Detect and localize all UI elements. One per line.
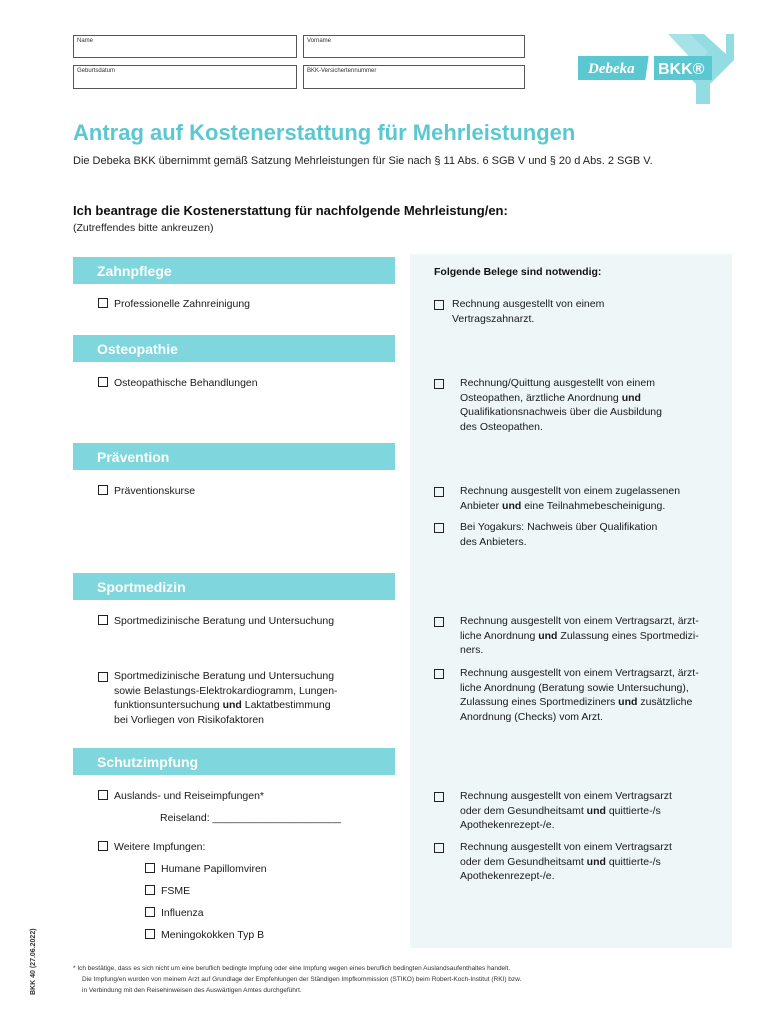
beleg-line: Bei Yogakurs: Nachweis über Qualifikation [460,521,658,533]
checkbox-icon[interactable] [434,843,444,853]
beleg-text: Anbieter [460,499,503,512]
beleg-line: des Osteopathen. [460,420,543,433]
footnote-line: in Verbindung mit den Reisehinweisen des Auswärtigen Amtes durchgeführt. [82,987,302,994]
beleg-line: Apothekenrezept-/e. [460,870,555,882]
beleg-impf-2 [434,840,734,885]
checkbox-icon [145,863,155,873]
beleg-sport-1 [434,614,734,659]
beleg-text: zusätzliche [637,696,693,708]
request-heading: Ich beantrage die Kostenerstattung für nachfolgende Mehrleistung/en: [73,203,508,218]
belege-heading: Folgende Belege sind notwendig: [434,266,602,278]
checkbox-icon[interactable] [434,792,444,802]
versichertennummer-label: BKK-Versichertennummer [307,68,377,74]
checkbox-icon[interactable] [434,523,444,533]
beleg-text: quittierte-/s [605,804,661,817]
vorname-field[interactable] [303,35,525,58]
checkbox-fsme[interactable] [145,884,190,899]
checkbox-icon[interactable] [434,487,444,497]
checkbox-icon [98,485,108,495]
beleg-line: des Anbieters. [460,535,527,548]
beleg-zahn [434,297,724,327]
beleg-praev-2 [434,520,724,550]
option-line: bei Vorliegen von Risikofaktoren [114,713,265,726]
option-label: Humane Papillomviren [161,863,267,875]
checkbox-reiseimpfungen[interactable] [98,789,264,804]
section-bar-praevention [73,443,395,470]
beleg-und: und [586,804,606,817]
beleg-line: Rechnung ausgestellt von einem Vertragsarzt, ärzt- [460,615,699,627]
footnote [73,963,733,996]
geburtsdatum-label: Geburtsdatum [77,68,116,74]
beleg-text: liche Anordnung [460,629,539,642]
geburtsdatum-field[interactable] [73,65,297,89]
checkbox-hpv[interactable] [145,862,267,877]
option-line: sowie Belastungs-Elektrokardiogramm, Lungen- [114,684,338,697]
option-label: Meningokokken Typ B [161,929,265,941]
option-und: und [222,699,242,711]
beleg-praev-1 [434,484,724,514]
beleg-osteo [434,376,724,436]
request-note: (Zutreffendes bitte ankreuzen) [73,222,214,234]
checkbox-weitere-impfungen[interactable] [98,840,205,855]
option-label: Osteopathische Behandlungen [114,377,258,389]
checkbox-influenza[interactable] [145,906,204,921]
beleg-text: oder dem Gesundheitsamt [460,804,587,817]
checkbox-praeventionskurse[interactable] [98,484,195,499]
beleg-text: oder dem Gesundheitsamt [460,855,587,868]
beleg-line: ners. [460,644,484,656]
beleg-line: liche Anordnung (Beratung sowie Untersuchung), [460,681,689,694]
section-bar-sportmedizin [73,573,395,600]
section-title: Zahnpflege [97,263,172,279]
option-label: Influenza [161,907,204,919]
option-label: Weitere Impfungen: [114,841,206,853]
checkbox-zahnreinigung[interactable] [98,297,250,312]
versichertennummer-field[interactable] [303,65,525,89]
checkbox-sport-1[interactable] [98,614,334,629]
beleg-line: Rechnung ausgestellt von einem Vertragsarzt [460,790,672,802]
name-label: Name [77,38,94,44]
logo-bkk-text: BKK® [658,61,705,78]
checkbox-icon[interactable] [434,379,444,389]
checkbox-icon [145,907,155,917]
logo-debeka-text: Debeka [588,61,635,77]
checkbox-icon [145,885,155,895]
section-title: Sportmedizin [97,579,186,595]
beleg-und: und [618,696,638,708]
form-code: BKK 40 (27.06.2022) [30,928,37,995]
beleg-line: Rechnung ausgestellt von einem Vertragsarzt [460,841,672,853]
option-label: FSME [161,885,191,897]
checkbox-icon [98,298,108,308]
debeka-bkk-logo [578,32,738,106]
beleg-und: und [538,629,558,642]
checkbox-icon [98,615,108,625]
beleg-line: Anordnung (Checks) vom Arzt. [460,710,603,723]
option-text: funktionsuntersuchung [114,699,223,711]
beleg-und: und [586,855,606,868]
checkbox-sport-2[interactable] [98,669,398,729]
section-title: Osteopathie [97,341,178,357]
beleg-line [460,629,699,644]
beleg-line: Qualifikationsnachweis über die Ausbildung [460,406,662,418]
beleg-line [460,804,672,819]
checkbox-icon[interactable] [434,669,444,679]
checkbox-meningokokken[interactable] [145,928,264,943]
beleg-text: Zulassung eines Sportmedizi- [557,629,699,642]
option-label: Präventionskurse [114,485,196,497]
beleg-impf-1 [434,789,734,834]
beleg-line: Rechnung ausgestellt von einem [452,298,605,310]
beleg-text: Zulassung eines Sportmediziners [460,696,619,708]
option-label: Auslands- und Reiseimpfungen* [114,790,265,802]
intro-text: Die Debeka BKK übernimmt gemäß Satzung Mehrleistungen für Sie nach § 11 Abs. 6 SGB V und § 20 d Abs. 2 SGB V. [73,155,653,167]
footnote-line: * Ich bestätige, dass es sich nicht um eine beruflich bedingte Impfung oder eine Impfung wegen eines beruflich bedingten Auslandsaufenthaltes handelt. [73,965,511,972]
option-line: Sportmedizinische Beratung und Untersuchung [114,670,335,682]
beleg-line: Apothekenrezept-/e. [460,819,555,831]
option-label: Sportmedizinische Beratung und Untersuchung [114,615,335,627]
checkbox-icon [98,672,108,682]
beleg-line [460,391,662,406]
beleg-line: Vertragszahnarzt. [452,312,535,325]
beleg-und: und [502,499,522,512]
beleg-line: Rechnung/Quittung ausgestellt von einem [460,377,655,389]
beleg-und: und [621,391,641,404]
beleg-line: Rechnung ausgestellt von einem zugelassenen [460,485,681,497]
checkbox-icon[interactable] [434,300,444,310]
beleg-line [460,695,699,710]
beleg-line [460,855,672,870]
reiseland-field[interactable]: Reiseland: ______________________ [160,812,342,824]
beleg-text: Osteopathen, ärztliche Anordnung [460,391,622,404]
page-title: Antrag auf Kostenerstattung für Mehrleistungen [73,120,576,145]
vorname-label: Vorname [307,38,332,44]
checkbox-icon [145,929,155,939]
section-bar-schutzimpfung [73,748,395,775]
footnote-line: Die Impfung/en wurden von meinem Arzt auf Grundlage der Empfehlungen der Ständigen Impfkommission (STIKO) beim Robert-Koch-Institut (RKI) bzw. [82,976,522,983]
option-text: Laktatbestimmung [241,699,331,711]
checkbox-icon [98,377,108,387]
checkbox-icon[interactable] [434,617,444,627]
section-title: Schutzimpfung [97,754,199,770]
section-title: Prävention [97,449,170,465]
checkbox-icon [98,841,108,851]
beleg-sport-2 [434,666,734,726]
checkbox-osteopathie[interactable] [98,376,258,391]
beleg-line: Rechnung ausgestellt von einem Vertragsarzt, ärzt- [460,667,699,679]
name-field[interactable] [73,35,297,58]
option-line [114,698,338,713]
checkbox-icon [98,790,108,800]
beleg-line [460,499,680,514]
beleg-text: quittierte-/s [605,855,661,868]
beleg-text: eine Teilnahmebescheinigung. [521,499,666,512]
option-label: Professionelle Zahnreinigung [114,298,251,310]
section-bar-zahnpflege [73,257,395,284]
section-bar-osteopathie [73,335,395,362]
